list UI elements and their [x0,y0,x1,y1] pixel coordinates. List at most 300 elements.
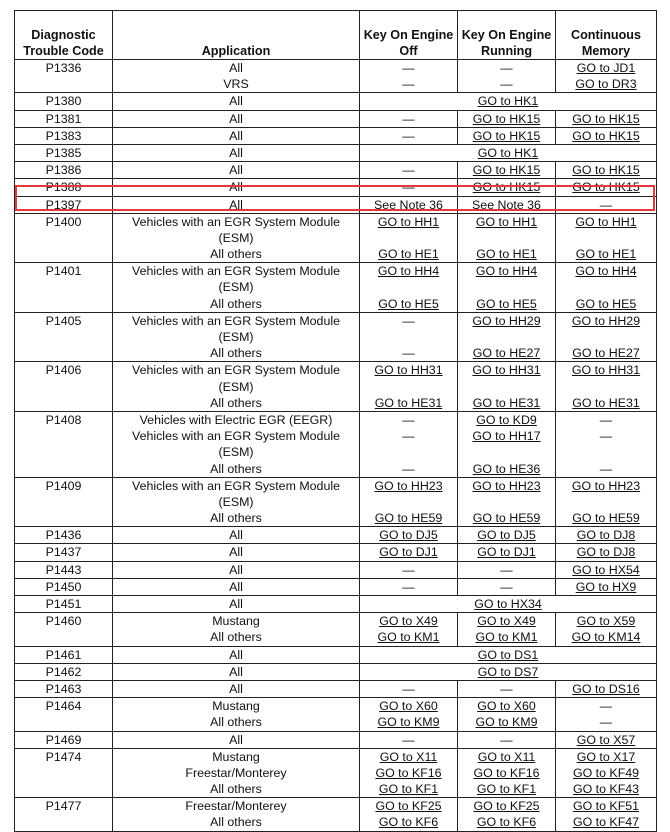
goto-link[interactable]: GO to DS1 [477,647,539,662]
merged-result-cell [360,93,657,110]
goto-link[interactable]: GO to HX34 [474,597,542,611]
cell-text: All [229,145,243,160]
cell-text: — [500,77,513,92]
koer-cell [458,411,556,477]
table-row [15,596,657,613]
application-cell [113,312,360,362]
goto-link[interactable]: GO to HE27 [472,346,541,361]
cell-text [362,230,455,246]
dtc-code-text: P1462 [45,664,82,679]
merged-result-cell [360,596,657,613]
goto-link[interactable]: GO to HH23 [374,478,443,493]
cell-text: All others [210,296,262,311]
cm-cell [556,196,657,213]
cell-text: (ESM) [218,445,254,460]
dtc-code [15,477,113,527]
dtc-code-text: P1464 [45,699,82,714]
cell-text: Freestar/Monterey [185,765,287,780]
dtc-code [15,127,113,144]
dtc-code-text: P1401 [45,264,82,279]
cm-cell [556,411,657,477]
goto-link[interactable]: GO to DJ8 [576,528,636,543]
goto-link[interactable]: GO to KF25 [375,799,442,814]
goto-link[interactable]: GO to KM9 [475,715,538,730]
goto-link[interactable]: GO to X49 [477,614,536,629]
cell-text: — [500,562,513,577]
goto-link[interactable]: GO to HE59 [472,511,541,526]
table-row [15,698,657,731]
cell-text: (ESM) [218,280,254,295]
cell-text: All others [210,782,262,797]
application-cell [113,127,360,144]
application-cell [113,798,360,831]
cm-cell [556,162,657,179]
table-row [15,613,657,646]
goto-link[interactable]: GO to HH17 [472,429,541,444]
koeo-cell [360,312,458,362]
dtc-code [15,179,113,196]
cell-text: All others [210,630,262,645]
dtc-code [15,578,113,595]
goto-link[interactable]: GO to KF49 [572,765,640,780]
koer-cell [458,362,556,412]
goto-link[interactable]: GO to DS7 [477,664,539,679]
cm-cell [556,798,657,831]
table-row [15,798,657,831]
cell-text: — [402,313,415,328]
cm-cell [556,312,657,362]
table-row [15,213,657,263]
koeo-cell [360,411,458,477]
goto-link[interactable]: GO to HH23 [571,478,641,493]
goto-link[interactable]: GO to KM1 [475,630,538,645]
koeo-cell [360,263,458,313]
table-row [15,362,657,412]
cell-text: — [599,412,613,427]
cell-text: Vehicles with an EGR System Module [132,214,340,229]
goto-link[interactable]: GO to X49 [379,614,438,629]
dtc-code-text: P1380 [45,94,82,109]
cell-text [558,279,654,295]
dtc-code [15,680,113,697]
cell-text: All [229,579,243,594]
header-continuous-memory: Continuous Memory [556,11,657,60]
application-cell [113,362,360,412]
koer-cell [458,213,556,263]
cell-text: — [402,61,415,75]
cell-text: See Note 36 [374,197,443,212]
goto-link[interactable]: GO to HH1 [575,214,637,229]
dtc-code [15,731,113,748]
goto-link[interactable]: GO to HE1 [476,247,537,262]
goto-link[interactable]: GO to HE59 [572,511,640,526]
application-cell [113,527,360,544]
cell-text: — [402,562,415,577]
dtc-code [15,411,113,477]
koeo-cell [360,613,458,646]
koer-cell [458,578,556,595]
dtc-code-text: P1450 [45,579,82,594]
goto-link[interactable]: GO to KF47 [572,815,640,830]
goto-link[interactable]: GO to HH29 [472,313,541,328]
goto-link[interactable]: GO to HH29 [571,313,641,328]
goto-link[interactable]: GO to KF1 [476,782,537,797]
cell-text: — [500,732,513,747]
koeo-cell [360,60,458,93]
dtc-code-text: P1469 [45,732,82,747]
dtc-code [15,110,113,127]
dtc-code [15,162,113,179]
cell-text: (ESM) [218,330,254,344]
cell-text: All [229,61,243,75]
cell-text: Vehicles with Electric EGR (EEGR) [139,412,333,427]
cell-text: All [229,128,243,143]
cell-text: — [402,681,415,696]
goto-link[interactable]: GO to KD9 [476,412,537,427]
application-cell [113,213,360,263]
application-cell [113,663,360,680]
dtc-code-text: P1460 [45,614,82,629]
dtc-code [15,798,113,831]
merged-result-cell [360,646,657,663]
goto-link[interactable]: GO to HE5 [378,296,439,311]
goto-link[interactable]: GO to HH31 [472,363,541,378]
cm-cell [556,263,657,313]
goto-link[interactable]: GO to HK15 [572,180,640,195]
goto-link[interactable]: GO to HK15 [472,128,541,143]
goto-link[interactable]: GO to DJ5 [379,528,438,543]
cell-text: All others [210,247,262,262]
dtc-code-text: P1405 [45,313,82,328]
goto-link[interactable]: GO to DS16 [572,681,640,696]
koeo-cell [360,477,458,527]
dtc-code-text: P1408 [45,412,82,427]
dtc-code-text: P1436 [45,528,82,543]
cm-cell [556,544,657,561]
goto-link[interactable]: GO to HK15 [472,180,541,195]
dtc-code [15,646,113,663]
application-cell [113,731,360,748]
cell-text [460,279,553,295]
application-cell [113,411,360,477]
koeo-cell [360,748,458,798]
goto-link[interactable]: GO to DJ1 [477,545,536,560]
goto-link[interactable]: GO to HH1 [377,214,440,229]
cell-text: (ESM) [218,494,254,509]
goto-link[interactable]: GO to HH4 [575,264,637,279]
goto-link[interactable]: GO to HK15 [472,163,541,178]
cell-text: — [500,579,513,594]
cm-cell [556,127,657,144]
koeo-cell [360,798,458,831]
cm-cell [556,748,657,798]
goto-link[interactable]: GO to KM14 [571,630,641,645]
koeo-cell [360,680,458,697]
goto-link[interactable]: GO to KM9 [377,715,440,730]
dtc-code-text: P1409 [45,478,82,493]
koer-cell [458,544,556,561]
goto-link[interactable]: GO to HK15 [472,111,541,126]
dtc-code-text: P1383 [45,128,82,143]
goto-link[interactable]: GO to HK1 [477,145,539,160]
goto-link[interactable]: GO to HX54 [572,562,640,577]
goto-link[interactable]: GO to HH4 [377,264,440,279]
cell-text [362,279,455,295]
cell-text [558,379,654,395]
application-cell [113,561,360,578]
koeo-cell [360,162,458,179]
dtc-code [15,561,113,578]
cell-text [460,230,553,246]
cell-text: Mustang [212,699,260,714]
dtc-body [15,60,657,832]
dtc-code-text: P1443 [45,562,82,577]
dtc-code [15,663,113,680]
goto-link[interactable]: GO to X17 [576,749,636,764]
koer-cell [458,561,556,578]
cell-text: All [229,180,243,195]
table-row [15,561,657,578]
application-cell [113,477,360,527]
dtc-code [15,748,113,798]
cell-text: All [229,732,243,747]
goto-link[interactable]: GO to HK15 [572,111,640,126]
goto-link[interactable]: GO to HH31 [571,363,641,378]
cell-text: All [229,94,243,109]
cell-text: — [599,715,613,730]
cell-text: — [402,180,415,195]
goto-link[interactable]: GO to KF43 [572,782,640,797]
goto-link[interactable]: GO to HE31 [374,395,443,410]
koeo-cell [360,561,458,578]
application-cell [113,698,360,731]
goto-link[interactable]: GO to HX9 [575,579,637,594]
koer-cell [458,60,556,93]
goto-link[interactable]: GO to X59 [576,614,636,629]
dtc-code [15,93,113,110]
goto-link[interactable]: GO to HE1 [575,247,637,262]
dtc-code-text: P1385 [45,145,82,160]
cell-text [558,444,654,460]
table-row [15,60,657,93]
table-row [15,646,657,663]
cm-cell [556,731,657,748]
goto-link[interactable]: GO to KF1 [378,782,439,797]
dtc-code-text: P1437 [45,545,82,560]
application-cell [113,110,360,127]
goto-link[interactable]: GO to X60 [379,699,438,714]
table-row [15,312,657,362]
goto-link[interactable]: GO to X11 [379,749,438,764]
cm-cell [556,578,657,595]
application-cell [113,544,360,561]
goto-link[interactable]: GO to HE59 [374,511,443,526]
dtc-code [15,698,113,731]
goto-link[interactable]: GO to HE27 [572,346,640,361]
cm-cell [556,561,657,578]
merged-result-cell [360,144,657,161]
koeo-cell [360,179,458,196]
goto-link[interactable]: GO to HE36 [472,461,541,476]
goto-link[interactable]: GO to X11 [477,749,536,764]
application-cell [113,196,360,213]
dtc-code [15,596,113,613]
goto-link[interactable]: GO to HK1 [477,94,539,109]
koeo-cell [360,362,458,412]
koeo-cell [360,127,458,144]
dtc-code-text: P1406 [45,363,82,378]
table-row [15,127,657,144]
goto-link[interactable]: GO to DJ5 [477,528,536,543]
goto-link[interactable]: GO to KF16 [473,765,540,780]
cell-text: Vehicles with an EGR System Module [132,363,340,378]
goto-link[interactable]: GO to HH4 [475,264,538,279]
cm-cell [556,680,657,697]
goto-link[interactable]: GO to DJ8 [576,545,636,560]
cell-text: — [599,429,613,444]
application-cell [113,162,360,179]
application-cell [113,144,360,161]
dtc-code [15,144,113,161]
koeo-cell [360,213,458,263]
koer-cell [458,613,556,646]
cell-text: Mustang [212,614,260,629]
koeo-cell [360,196,458,213]
goto-link[interactable]: GO to KM1 [377,630,440,645]
koer-cell [458,798,556,831]
application-cell [113,263,360,313]
cell-text: All [229,163,243,178]
cell-text: All others [210,715,262,730]
goto-link[interactable]: GO to KF6 [378,815,439,830]
cell-text [460,329,553,345]
goto-link[interactable]: GO to KF51 [572,799,640,814]
dtc-code-text: P1463 [45,681,82,696]
cell-text: — [402,579,415,594]
table-row [15,162,657,179]
goto-link[interactable]: GO to HE5 [575,296,637,311]
dtc-code-text: P1336 [45,61,82,75]
koer-cell [458,312,556,362]
application-cell [113,578,360,595]
koeo-cell [360,544,458,561]
cell-text: All [229,664,243,679]
cell-text: See Note 36 [472,197,541,212]
application-cell [113,93,360,110]
cell-text: Vehicles with an EGR System Module [132,429,340,444]
goto-link[interactable]: GO to DR3 [575,77,637,92]
dtc-code-text: P1386 [45,163,82,178]
cell-text [362,444,455,460]
koer-cell [458,263,556,313]
header-code: Diagnostic Trouble Code [15,11,113,60]
cell-text [362,379,455,395]
cell-text: — [599,699,613,714]
cm-cell [556,613,657,646]
goto-link[interactable]: GO to HH23 [472,478,541,493]
goto-link[interactable]: GO to DJ1 [379,545,438,560]
koeo-cell [360,110,458,127]
table-row [15,93,657,110]
koer-cell [458,698,556,731]
dtc-code [15,60,113,93]
cell-text: (ESM) [218,379,254,394]
table-row [15,748,657,798]
koer-cell [458,162,556,179]
goto-link[interactable]: GO to HE31 [572,395,640,410]
goto-link[interactable]: GO to HK15 [572,163,640,178]
goto-link[interactable]: GO to HE5 [476,296,537,311]
dtc-code [15,544,113,561]
koer-cell [458,196,556,213]
koer-cell [458,748,556,798]
cell-text: All [229,545,243,560]
cell-text: Vehicles with an EGR System Module [132,478,340,493]
cell-text: Freestar/Monterey [185,799,287,814]
cell-text [558,329,654,345]
dtc-code-text: P1381 [45,111,82,126]
cell-text [362,329,455,345]
goto-link[interactable]: GO to HH31 [374,363,443,378]
cell-text: — [402,429,415,444]
goto-link[interactable]: GO to HH1 [475,214,538,229]
dtc-table [14,10,657,832]
cm-cell [556,527,657,544]
goto-link[interactable]: GO to X57 [576,732,636,747]
koeo-cell [360,731,458,748]
application-cell [113,60,360,93]
cell-text: Vehicles with an EGR System Module [132,264,340,279]
cell-text: Mustang [212,749,260,764]
table-row [15,179,657,196]
table-row [15,527,657,544]
goto-link[interactable]: GO to HE1 [378,247,439,262]
table-row [15,578,657,595]
table-row [15,477,657,527]
goto-link[interactable]: GO to HK15 [572,128,640,143]
dtc-code-text: P1477 [45,799,82,814]
application-cell [113,680,360,697]
dtc-code-text: P1397 [45,197,82,212]
dtc-code [15,213,113,263]
cell-text: VRS [223,77,249,92]
goto-link[interactable]: GO to KF16 [375,765,442,780]
koeo-cell [360,527,458,544]
goto-link[interactable]: GO to JD1 [576,61,636,75]
application-cell [113,596,360,613]
merged-result-cell [360,663,657,680]
cell-text: All [229,647,243,662]
cell-text: All [229,528,243,543]
cm-cell [556,213,657,263]
goto-link[interactable]: GO to KF25 [473,799,540,814]
cell-text: All others [210,395,262,410]
koer-cell [458,680,556,697]
koer-cell [458,527,556,544]
koer-cell [458,127,556,144]
table-row [15,411,657,477]
cell-text [460,379,553,395]
cell-text: — [402,461,415,476]
cell-text: Vehicles with an EGR System Module [132,313,340,328]
cell-text: (ESM) [218,230,254,245]
goto-link[interactable]: GO to KF6 [476,815,537,830]
cell-text: All others [210,815,262,830]
cm-cell [556,60,657,93]
goto-link[interactable]: GO to X60 [477,699,536,714]
table-row [15,110,657,127]
goto-link[interactable]: GO to HE31 [472,395,541,410]
